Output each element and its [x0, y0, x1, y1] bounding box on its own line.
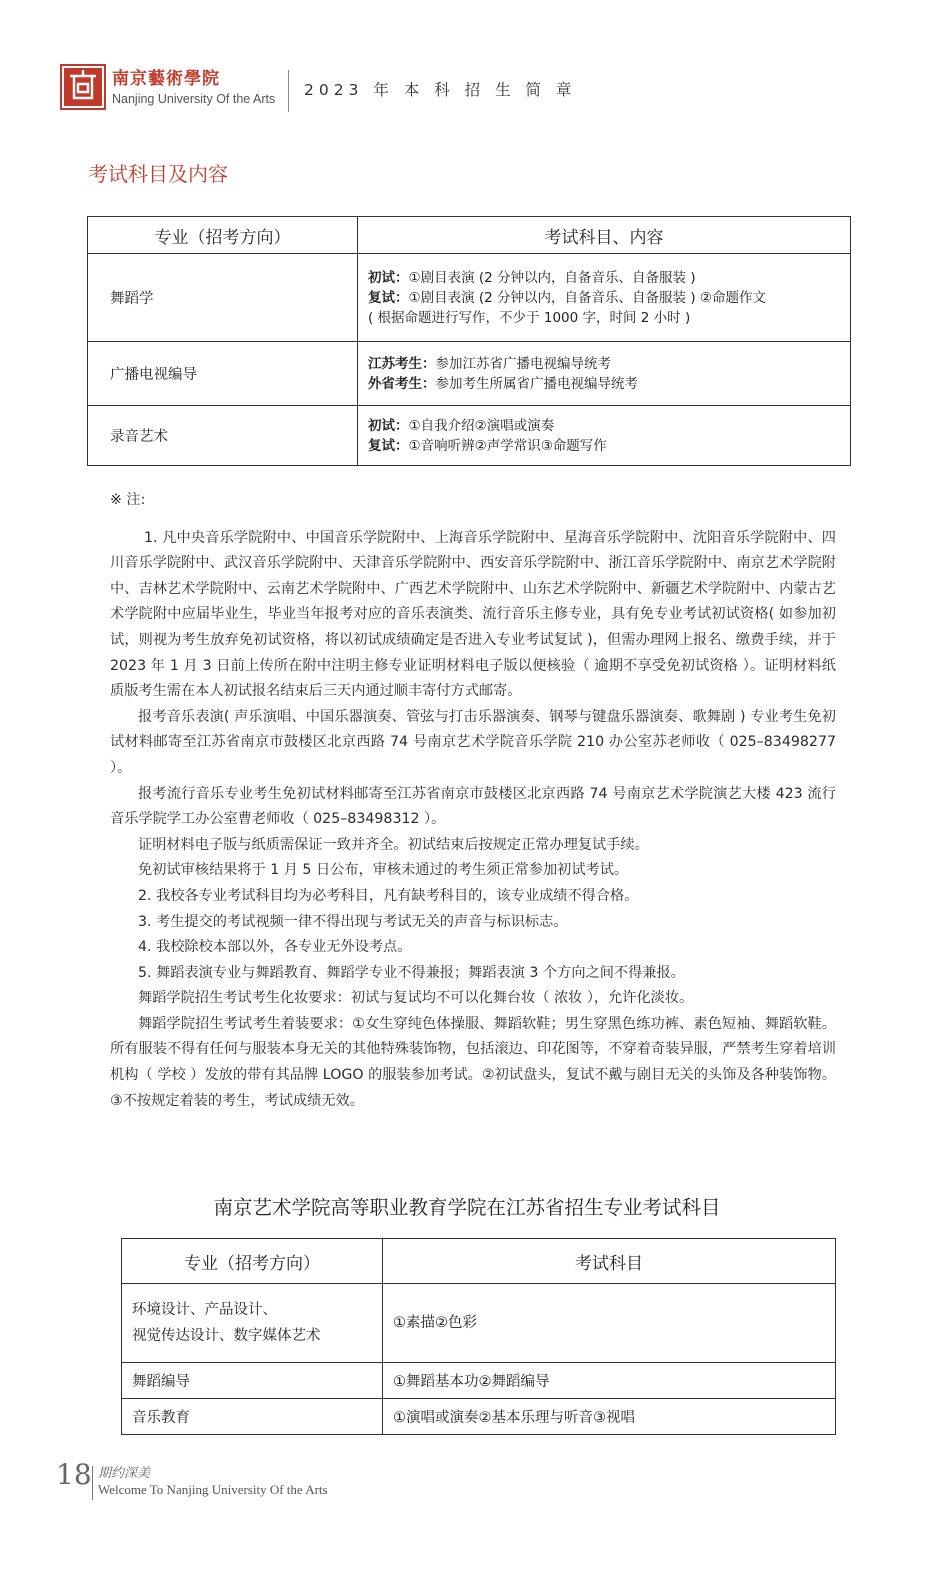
footer-slogan-english: Welcome To Nanjing University Of the Arts [98, 1482, 328, 1497]
table-row [122, 1363, 836, 1399]
line-label: 复试： [368, 437, 409, 454]
note-paragraph: 舞蹈学院招生考试考生着装要求：①女生穿纯色体操服、舞蹈软鞋；男生穿黑色练功裤、素色短袖、舞蹈软鞋。所有服装不得有任何与服装本身无关的其他特殊装饰物，包括滚边、印花图等，不穿着奇装异服，严禁考生穿着培训机构（ 学校 ）发放的带有其品牌 LOGO 的服装参加考试。②初试盘头，复试不戴与剧目无关的头饰及各种装饰物。③不按规定着装的考生，考试成绩无效。 [110, 1015, 836, 1109]
notes-section [110, 488, 836, 1114]
subjects-cell [358, 342, 851, 406]
note-paragraph: 免初试审核结果将于 1 月 5 日公布，审核未通过的考生须正常参加初试考试。 [138, 862, 629, 879]
vocational-section-title: 南京艺术学院高等职业教育学院在江苏省招生专业考试科目 [213, 1196, 721, 1219]
table-header-row [122, 1239, 836, 1284]
line-text: ①剧目表演 (2 分钟以内，自备音乐、自备服装 ) [408, 269, 696, 286]
subjects-cell: ①舞蹈基本功②舞蹈编导 [383, 1363, 836, 1399]
university-seal-logo [60, 64, 106, 110]
notes-heading: ※ 注: [110, 492, 146, 508]
line-text: ①剧目表演 (2 分钟以内，自备音乐、自备服装 ) ②命题作文 [408, 289, 766, 306]
table-row [88, 406, 851, 466]
note-paragraph: 舞蹈学院招生考试考生化妆要求：初试与复试均不可以化舞台妆（ 浓妆 ），允许化淡妆。 [138, 990, 694, 1007]
vocational-exam-table [121, 1238, 836, 1435]
line-text: ①自我介绍②演唱或演奏 [408, 417, 555, 434]
exam-subjects-table [87, 216, 851, 466]
table-row [88, 342, 851, 406]
note-paragraph: 5. 舞蹈表演专业与舞蹈教育、舞蹈学专业不得兼报；舞蹈表演 3 个方向之间不得兼报。 [138, 964, 685, 981]
line-text: 参加江苏省广播电视编导统考 [435, 355, 611, 372]
page-footer [56, 1458, 456, 1502]
major-cell: 舞蹈编导 [122, 1363, 383, 1399]
line-label: 外省考生： [368, 375, 436, 392]
major-cell: 舞蹈学 [88, 254, 358, 342]
logo-chinese-name: 南京藝術學院 [112, 69, 220, 89]
note-paragraph: 报考流行音乐专业考生免初试材料邮寄至江苏省南京市鼓楼区北京西路 74 号南京艺术学院演艺大楼 423 流行音乐学院学工办公室曹老师收（ 025–83498312 ）。 [110, 785, 836, 828]
major-cell: 录音艺术 [88, 406, 358, 466]
section-title: 考试科目及内容 [88, 162, 228, 186]
line-text: 参加考生所属省广播电视编导统考 [435, 375, 638, 392]
major-line: 环境设计、产品设计、 [132, 1302, 277, 1318]
note-paragraph: 报考音乐表演( 声乐演唱、中国乐器演奏、管弦与打击乐器演奏、钢琴与键盘乐器演奏、歌舞剧 ) 专业考生免初试材料邮寄至江苏省南京市鼓楼区北京西路 74 号南京艺术学院音乐学院 210 办公室苏老师收（ 025–83498277 ）。 [110, 708, 836, 776]
major-cell [122, 1284, 383, 1363]
note-paragraph: 1. 凡中央音乐学院附中、中国音乐学院附中、上海音乐学院附中、星海音乐学院附中、沈阳音乐学院附中、四川音乐学院附中、武汉音乐学院附中、天津音乐学院附中、西安音乐学院附中、浙江音乐学院附中、南京艺术学院附中、吉林艺术学院附中、云南艺术学院附中、广西艺术学院附中、山东艺术学院附中、新疆艺术学院附中、内蒙古艺术学院附中应届毕业生，毕业当年报考对应的音乐表演类、流行音乐主修专业，具有免专业考试初试资格( 如参加初试，则视为考生放弃免初试资格，将以初试成绩确定是否进入专业考试复试 )，但需办理网上报名、缴费手续，并于 2023 年 1 月 3 日前上传所在附中注明主修专业证明材料电子版以便核验（ 逾期不享受免初试资格 ）。证明材料纸质版考生需在本人初试报名结束后三天内通过顺丰寄付方式邮寄。 [110, 529, 836, 700]
subjects-cell: ①素描②色彩 [383, 1284, 836, 1363]
line-label: 初试： [368, 269, 409, 286]
note-paragraph: 证明材料电子版与纸质需保证一致并齐全。初试结束后按规定正常办理复试手续。 [138, 836, 649, 853]
table-row [122, 1399, 836, 1435]
note-paragraph: 4. 我校除校本部以外，各专业无外设考点。 [138, 939, 412, 956]
subjects-cell [358, 254, 851, 342]
column-header-major: 专业（招考方向） [122, 1239, 383, 1284]
major-cell: 音乐教育 [122, 1399, 383, 1435]
subjects-cell [358, 406, 851, 466]
note-paragraph: 3. 考生提交的考试视频一律不得出现与考试无关的声音与标识标志。 [138, 913, 568, 930]
footer-divider [92, 1466, 93, 1500]
header-title: 2023 年 本 科 招 生 简 章 [304, 81, 577, 99]
table-row [122, 1284, 836, 1363]
footer-slogan-chinese: 期约深美 [98, 1466, 151, 1481]
table-header-row [88, 217, 851, 254]
line-label: 江苏考生： [368, 355, 436, 372]
header-divider [288, 70, 289, 112]
page-header [60, 64, 880, 116]
column-header-subjects: 考试科目、内容 [358, 217, 851, 254]
line-label: 复试： [368, 289, 409, 306]
major-line: 视觉传达设计、数字媒体艺术 [132, 1328, 321, 1344]
subjects-cell: ①演唱或演奏②基本乐理与听音③视唱 [383, 1399, 836, 1435]
line-label: 初试： [368, 417, 409, 434]
column-header-major: 专业（招考方向） [88, 217, 358, 254]
line-text: ①音响听辨②声学常识③命题写作 [408, 437, 607, 454]
line-text: ( 根据命题进行写作，不少于 1000 字，时间 2 小时 ) [368, 309, 691, 326]
major-cell: 广播电视编导 [88, 342, 358, 406]
table-row [88, 254, 851, 342]
logo-english-name: Nanjing University Of the Arts [112, 92, 276, 106]
page-number: 18 [56, 1458, 92, 1491]
column-header-subjects: 考试科目 [383, 1239, 836, 1284]
note-paragraph: 2. 我校各专业考试科目均为必考科目，凡有缺考科目的，该专业成绩不得合格。 [138, 887, 639, 904]
